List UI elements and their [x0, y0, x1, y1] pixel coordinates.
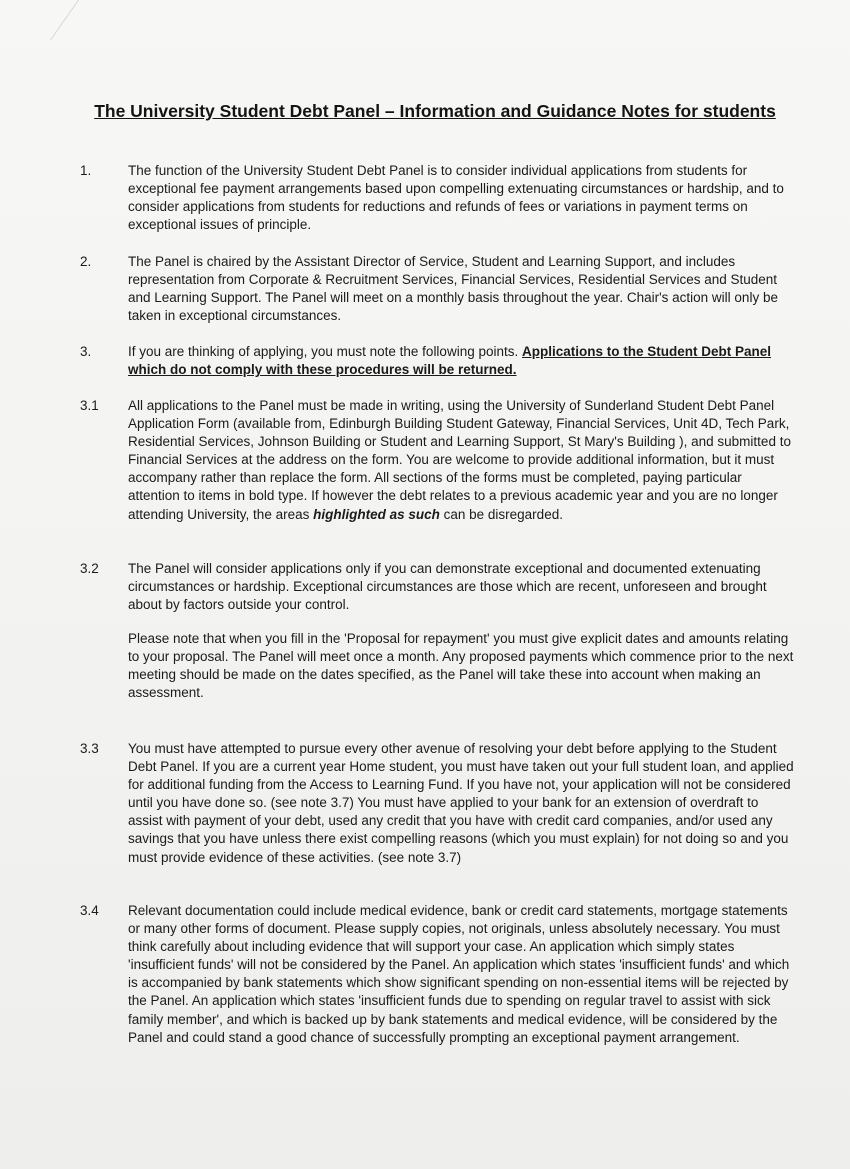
section-text: [128, 902, 794, 1047]
section-number: 1.: [80, 163, 92, 178]
section-text: [128, 343, 794, 379]
emphasis-text: must: [466, 759, 496, 775]
body-text: The Panel will consider applications only if you can demonstrate: [128, 561, 515, 576]
section-text: [128, 397, 794, 524]
section-number: 3.1: [80, 398, 99, 413]
section-text: [128, 253, 794, 325]
emphasis-text: must: [297, 398, 327, 413]
body-text: type. If however the debt relates to a previous academic year and you are no longer attending University, the areas: [128, 488, 778, 522]
section-number: 2.: [80, 254, 92, 269]
section-text: [128, 560, 794, 614]
section-number: 3.4: [80, 903, 99, 918]
section-number: 3.: [80, 344, 92, 359]
body-text: You must have attempted to pursue every other avenue of resolving your debt before applying to the Student Debt Panel. If you are a current year Home student, you: [128, 741, 777, 775]
body-text: . You must think carefully about including evidence that will: [128, 921, 780, 955]
emphasis-text: highlighted as such: [313, 506, 440, 522]
emphasis-text: Please supply copies, not originals, unless absolutely necessary: [334, 921, 717, 937]
body-text: Relevant documentation could include medical evidence, bank or credit card statements, mortgage statements or many other forms of document.: [128, 903, 788, 937]
body-text: If you are thinking of applying, you must note the following points.: [128, 344, 522, 359]
body-text: The Panel is chaired by the Assistant Director of Service, Student and Learning Support, and includes representation from Corporate & Recruitment Services, Financial Services, Residential Services and Student and Learning Support. The Panel will meet on a monthly basis throughout the year. Chair's action will only be taken in exceptional circumstances.: [128, 254, 778, 324]
emphasis-text: support: [415, 939, 461, 955]
section-number: 3.2: [80, 561, 99, 576]
body-text: can be disregarded.: [439, 506, 563, 522]
body-text: your case. An application which simply states 'insufficient funds' will not be considered by the Panel. An application which states 'insufficient funds' and which is accompanied by bank statements which show significant spending on non-essential items will be rejected by the Panel. An application which states 'insufficient funds due to spending on regular travel to assist with sick family member', and which is backed up by bank statements and medical evidence, will be considered by the Panel and could stand a good chance of successfully prompting an exceptional payment arrangement.: [128, 939, 790, 1045]
body-text: have taken out your full student loan, and applied for additional funding from the Access to Learning Fund. If you have not, your application will not be considered until you have done so. (see note 3.7) You must have applied to your bank for an extension of overdraft to assist with payment of your debt, used any credit that you have with credit card companies, and/or used any savings that you have unless there exist compelling reasons (which you must explain) for not doing so and you must provide evidence of these activities. (see note 3.7): [128, 759, 794, 865]
body-text: be made in writing, using the University of Sunderland Student Debt Panel Application Form (available from, Edinburgh Building Student Gateway, Financial Services, Unit 4D, Tech Park, Residential Services, Johnson Building or Student and Learning Support, St Mary's Building ), and submitted to Financial Services at the address on the form. You are welcome to provide additional information, but it must accompany rather than replace the form. All sections of the forms must be completed, paying particular attention to items in: [128, 398, 791, 504]
paper-fold-mark: [0, 0, 79, 40]
emphasis-text: bold: [248, 488, 275, 504]
body-text: The function of the University Student Debt Panel is to consider individual applications from students for exceptional fee payment arrangements based upon compelling extenuating circumstances or hardship, and to consider applications from students for reductions and refunds of fees or variations in payment terms on exceptional issues of principle.: [128, 163, 784, 233]
body-text: and: [582, 561, 613, 576]
document-title: The University Student Debt Panel – Information and Guidance Notes for students: [94, 101, 776, 121]
emphasis-text: exceptional: [514, 561, 583, 576]
section-note: Please note that when you fill in the 'Proposal for repayment' you must give explicit dates and amounts relating to your proposal. The Panel will meet once a month. Any proposed payments which commence prior to the next meeting should be made on the dates specified, as the Panel will take these into account when making an assessment.: [128, 631, 794, 701]
body-text: extenuating circumstances or hardship. Exceptional circumstances are those which are recent, unforeseen and brought about by factors outside your control.: [128, 561, 767, 613]
emphasis-text: documented: [612, 561, 688, 576]
body-text: All applications to the Panel: [128, 398, 298, 413]
section-number: 3.3: [80, 741, 99, 756]
section-text: [128, 162, 794, 234]
section-text: [128, 740, 794, 867]
emphasis-text: Applications to the Student Debt Panel which do not comply with these procedures will be returned.: [128, 344, 772, 378]
